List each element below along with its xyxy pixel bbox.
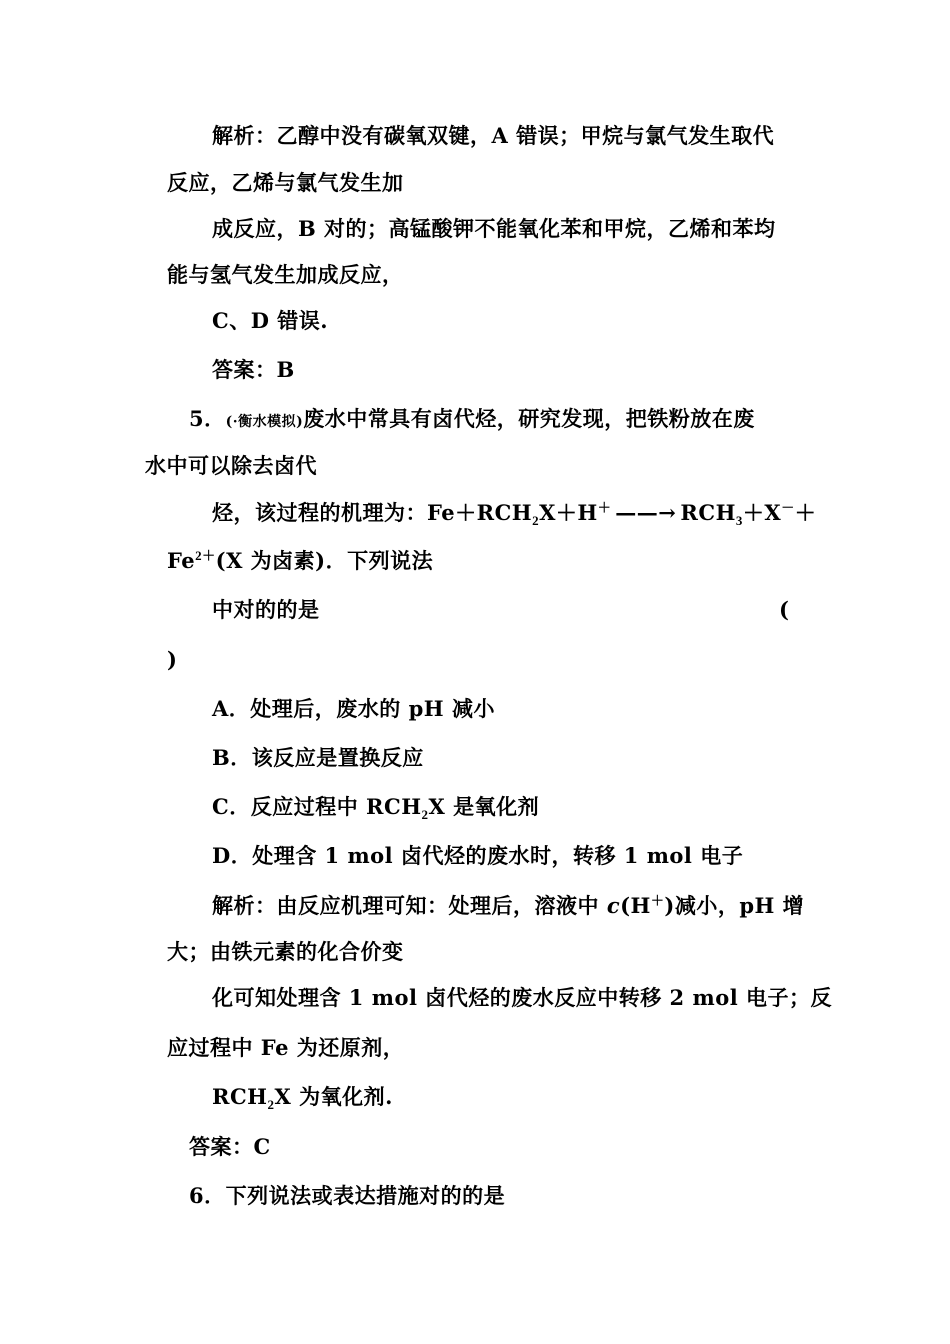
q5-option-d: D．处理含 1 mol 卤代烃的废水时，转移 1 mol 电子 bbox=[212, 843, 744, 868]
q5-stem-line5: 中对的的是 bbox=[212, 597, 320, 622]
q4-analysis-line4: 能与氢气发生加成反应， bbox=[167, 262, 404, 287]
q4-analysis-line2: 反应，乙烯与氯气发生加 bbox=[167, 170, 404, 195]
q5-stem-line1: 5．(·衡水模拟)废水中常具有卤代烃，研究发现，把铁粉放在废 bbox=[189, 406, 755, 431]
analysis-label: 解析： bbox=[212, 893, 277, 918]
q4-answer bbox=[212, 355, 295, 385]
q4-analysis-line3: 成反应，B 对的；高锰酸钾不能氧化苯和甲烷，乙烯和苯均 bbox=[212, 216, 776, 241]
q5-analysis-line3: 化可知处理含 1 mol 卤代烃的废水反应中转移 2 mol 电子；反 bbox=[212, 985, 832, 1010]
q5-analysis-line1: 解析：由反应机理可知：处理后，溶液中 c(H＋)减小，pH 增 bbox=[212, 893, 805, 918]
question-source: (·衡水模拟) bbox=[225, 414, 304, 430]
q5-answer bbox=[189, 1132, 271, 1162]
answer-value: C bbox=[253, 1134, 271, 1159]
q5-analysis-line2: 大；由铁元素的化合价变 bbox=[167, 939, 404, 964]
q5-analysis-line4: 应过程中 Fe 为还原剂， bbox=[167, 1035, 405, 1060]
q5-stem-line2: 水中可以除去卤代 bbox=[145, 453, 317, 478]
answer-paren-close: ) bbox=[167, 647, 178, 672]
answer-paren-open: ( bbox=[779, 597, 790, 622]
reaction-equation: $Fe+RCH_2X+H^+$ ——→ $RCH_3+X^-+$ bbox=[427, 500, 817, 529]
answer-label: 答案： bbox=[212, 357, 277, 382]
q5-option-a: A．处理后，废水的 pH 减小 bbox=[212, 696, 495, 721]
q5-analysis-line5: $RCH_2X$ 为氧化剂. bbox=[212, 1084, 393, 1113]
question-number: 5． bbox=[189, 406, 226, 431]
q4-analysis-line1: 解析：乙醇中没有碳氧双键，A 错误；甲烷与氯气发生取代 bbox=[212, 123, 775, 148]
analysis-label: 解析： bbox=[212, 123, 277, 148]
q4-analysis-line5: C、D 错误. bbox=[212, 308, 329, 333]
reaction-arrow: ——→ bbox=[615, 500, 677, 525]
answer-value: B bbox=[276, 357, 295, 382]
q5-option-c: C．反应过程中 $RCH_2X$ 是氧化剂 bbox=[212, 794, 540, 823]
q5-stem-line4: $Fe^{2+}(X$ 为卤素)．下列说法 bbox=[167, 548, 434, 573]
q5-stem-line3: 烃，该过程的机理为：$Fe+RCH_2X+H^+$ ——→ $RCH_3+X^-+$ bbox=[212, 500, 817, 529]
q6-stem: 6．下列说法或表达措施对的的是 bbox=[189, 1183, 506, 1208]
q5-option-b: B．该反应是置换反应 bbox=[212, 745, 424, 770]
answer-label: 答案： bbox=[189, 1134, 254, 1159]
